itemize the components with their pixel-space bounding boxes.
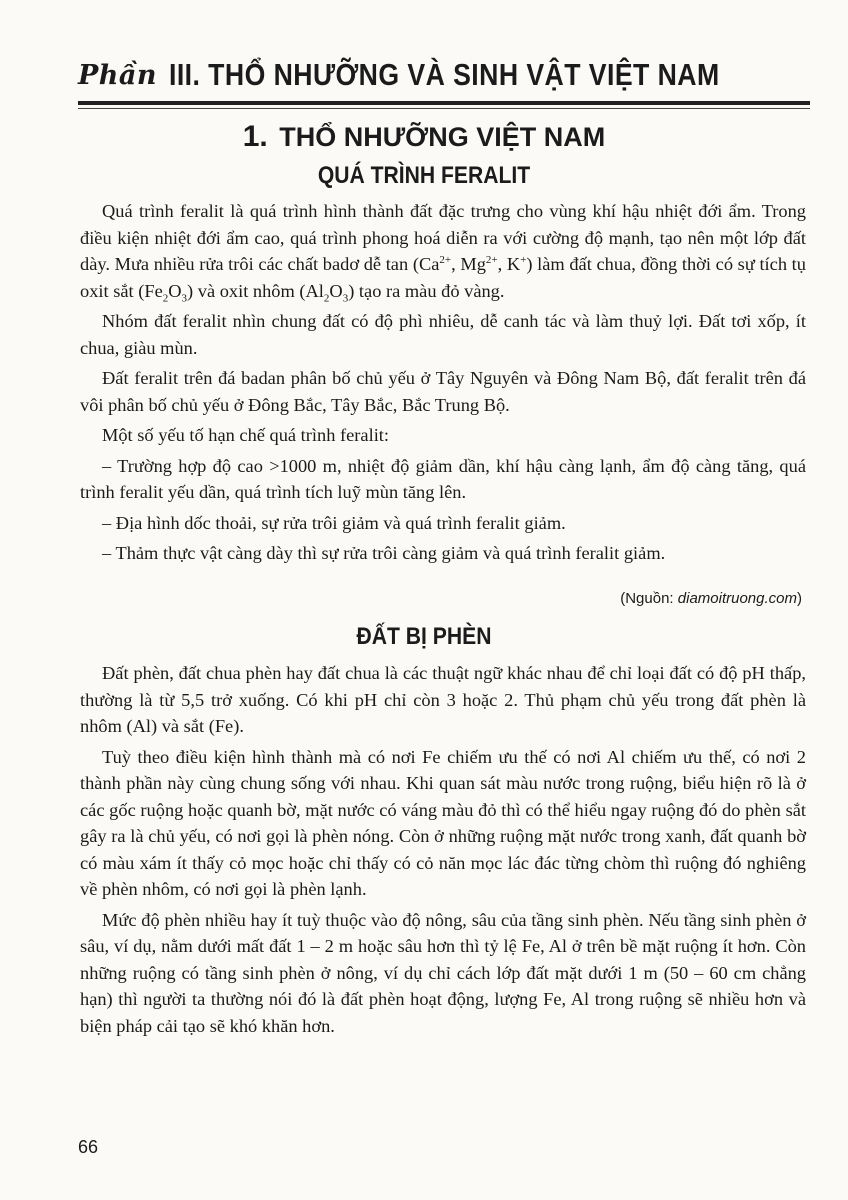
header-divider-thin: [78, 108, 810, 109]
part-title: III. THỔ NHƯỠNG VÀ SINH VẬT VIỆT NAM: [169, 57, 720, 92]
feralit-paragraph-3: Đất feralit trên đá badan phân bố chủ yếu ở Tây Nguyên và Đông Nam Bộ, đất feralit trên đá vôi phân bố chủ yếu ở Đông Bắc, Tây Bắc, Bắc Trung Bộ.: [80, 368, 806, 415]
phen-paragraph-2: Tuỳ theo điều kiện hình thành mà có nơi Fe chiếm ưu thế có nơi Al chiếm ưu thế, có nơi 2 thành phần này cùng chung sống với nhau. Khi quan sát màu nước trong ruộng, biểu hiện rõ là ở các gốc ruộng hoặc quanh bờ, mặt nước có váng màu đỏ thì có thể hiểu ngay ruộng đó do phèn sắt gây ra là chủ yếu, có nơi gọi là phèn nóng. Còn ở những ruộng mặt nước trong xanh, đất quanh bờ có màu xám ít thấy cỏ mọc hoặc chỉ thấy có cỏ năn mọc lác đác từng chòm thì ruộng đó nghiêng về phèn nhôm, có nơi gọi là phèn lạnh.: [80, 746, 806, 899]
phen-paragraph-1: Đất phèn, đất chua phèn hay đất chua là các thuật ngữ khác nhau để chỉ loại đất có độ pH thấp, thường là từ 5,5 trở xuống. Có khi pH chỉ còn 3 hoặc 2. Thủ phạm chủ yếu trong đất phèn là nhôm (Al) và sắt (Fe).: [80, 663, 806, 736]
header-divider-thick: [78, 101, 810, 105]
feralit-bullet-2: – Địa hình dốc thoải, sự rửa trôi giảm và quá trình feralit giảm.: [102, 512, 566, 533]
part-label: Phần: [78, 59, 158, 91]
section-title: [0, 120, 848, 154]
feralit-bullet-3: – Thảm thực vật càng dày thì sự rửa trôi càng giảm và quá trình feralit giảm.: [102, 543, 666, 563]
phen-heading: ĐẤT BỊ PHÈN: [356, 623, 492, 650]
section-number: 1.: [242, 120, 268, 153]
feralit-paragraph-4: Một số yếu tố hạn chế quá trình feralit:: [102, 425, 390, 445]
phen-body: [80, 660, 806, 1043]
feralit-heading: QUÁ TRÌNH FERALIT: [317, 162, 531, 189]
part-header: [78, 50, 810, 100]
feralit-bullet-1: – Trường hợp độ cao >1000 m, nhiệt độ giảm dần, khí hậu càng lạnh, ẩm độ càng tăng, quá trình feralit yếu dần, quá trình tích luỹ mùn tăng lên.: [80, 455, 806, 502]
page-number: 66: [78, 1137, 99, 1157]
source-citation: (Nguồn: diamoitruong.com): [620, 590, 802, 607]
section-title-text: THỔ NHƯỠNG VIỆT NAM: [279, 122, 606, 152]
feralit-paragraph-2: Nhóm đất feralit nhìn chung đất có độ phì nhiêu, dễ canh tác và làm thuỷ lợi. Đất tơi xốp, ít chua, giàu mùn.: [80, 311, 806, 358]
phen-paragraph-3: Mức độ phèn nhiều hay ít tuỳ thuộc vào độ nông, sâu của tầng sinh phèn. Nếu tầng sinh phèn ở sâu, ví dụ, nằm dưới mất đất 1 – 2 m hoặc sâu hơn thì tỷ lệ Fe, Al ở trên bề mặt ruộng ít hơn. Còn những ruộng có tầng sinh phèn ở nông, ví dụ chỉ cách lớp đất mặt dưới 1 m (50 – 60 cm chẳng hạn) thì người ta thường nói đó là đất phèn hoạt động, lượng Fe, Al trong ruộng sẽ nhiều hơn và biện pháp cải tạo sẽ khó khăn hơn.: [80, 909, 806, 1036]
feralit-body: [80, 198, 806, 571]
feralit-paragraph-1: Quá trình feralit là quá trình hình thành đất đặc trưng cho vùng khí hậu nhiệt đới ẩm. Trong điều kiện nhiệt đới ẩm cao, quá trình phong hoá diễn ra với cường độ mạnh, tạo nên một lớp đất dày. Mưa nhiều rửa trôi các chất badơ dễ $\tan (Ca^{2+}$, $Mg^{2+}$, K+) làm đất chua, đồng thời có sự tích tụ oxit sắt $(Fe_2O_3)$ và oxit nhôm $(Al_2O_3)$ tạo ra màu đỏ vàng.: [80, 201, 806, 305]
source-site: diamoitruong.com: [677, 590, 797, 607]
